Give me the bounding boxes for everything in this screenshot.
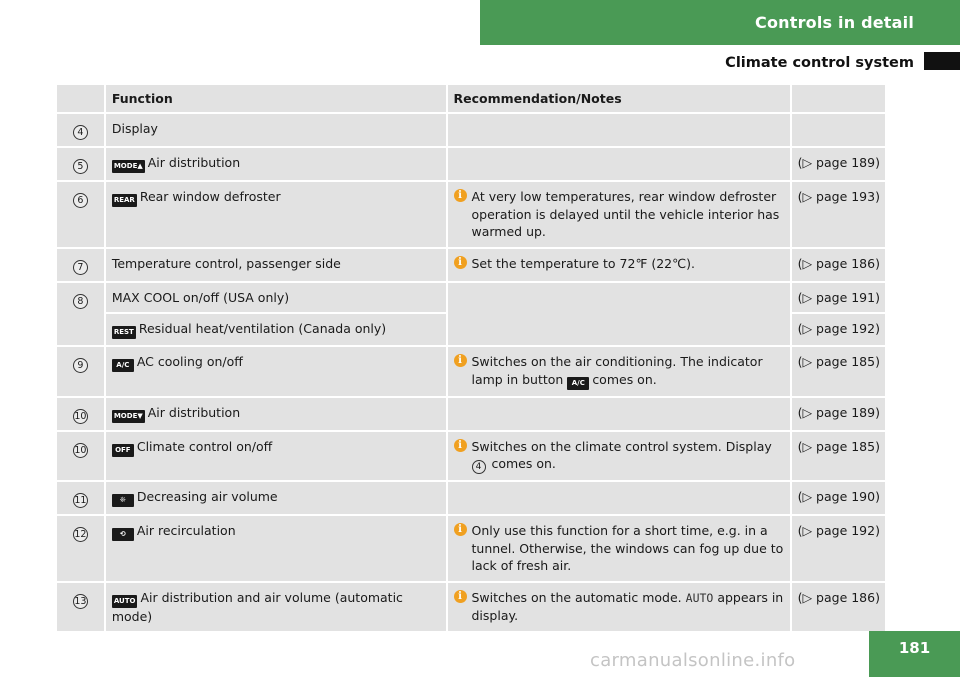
note-text: [472, 438, 772, 475]
row-function: [106, 398, 446, 430]
page-ref: (▷ page 185): [797, 438, 880, 454]
row-note: [448, 482, 790, 514]
function-label: Residual heat/ventilation (Canada only): [138, 321, 387, 336]
note-text: At very low temperatures, rear window defroster operation is delayed until the vehicle interior has warmed up.: [471, 189, 780, 239]
row-note: [448, 432, 790, 481]
table-header-row: [57, 85, 885, 112]
note-text-part: Switches on the air conditioning. The indicator lamp in button: [471, 354, 763, 387]
row-function: [106, 314, 446, 345]
table-row: [57, 432, 885, 481]
function-label: Air distribution and air volume (automatic mode): [111, 589, 403, 624]
table-row: [57, 283, 885, 313]
function-label: Air recirculation: [136, 523, 236, 538]
row-note: [448, 114, 790, 146]
page-number: 181: [869, 631, 960, 677]
rear-defrost-button-icon: REAR: [112, 194, 137, 207]
subsection-title: Climate control system: [725, 55, 914, 71]
function-label: Display: [111, 121, 158, 136]
ac-button-icon: A/C: [112, 359, 134, 372]
row-number: [57, 516, 104, 581]
number-circle: 7: [73, 260, 88, 275]
row-function: [106, 482, 446, 514]
row-note: [448, 398, 790, 430]
page-ref: (▷ page 193): [797, 189, 880, 204]
row-number: [57, 283, 104, 346]
row-ref: [792, 114, 885, 146]
info-icon: i: [454, 256, 467, 269]
section-title: Controls in detail: [755, 13, 914, 32]
row-ref: [792, 583, 885, 632]
note-text: Only use this function for a short time, e.g. in a tunnel. Otherwise, the windows can fog up due to lack of fresh air.: [471, 523, 784, 573]
row-ref: [792, 347, 885, 396]
note-text-part: appears in display.: [471, 589, 784, 623]
number-circle: 13: [74, 595, 87, 607]
function-label: Rear window defroster: [139, 189, 281, 204]
recirculation-button-icon: ⟲: [112, 528, 134, 541]
number-circle: 4: [73, 125, 88, 140]
row-note: [448, 347, 790, 396]
table-row: [57, 583, 885, 632]
row-function: [106, 583, 446, 632]
row-ref: [792, 516, 885, 581]
row-function: [106, 432, 446, 481]
table-row: [57, 148, 885, 180]
auto-button-icon: AUTO: [112, 595, 138, 608]
function-label: Air distribution: [147, 404, 241, 420]
table-row: [57, 516, 885, 581]
page-ref: (▷ page 192): [797, 321, 880, 336]
ac-button-icon: A/C: [567, 377, 589, 390]
row-number: [57, 249, 104, 281]
number-circle: 10: [74, 410, 87, 422]
row-number: [57, 583, 104, 632]
number-circle: 9: [73, 358, 88, 373]
row-ref: [792, 283, 885, 313]
note-text-part: Switches on the automatic mode.: [471, 589, 682, 605]
mode-down-button-icon: MODE▼: [112, 410, 145, 423]
row-number: [57, 148, 104, 180]
row-number: [57, 482, 104, 514]
function-label: MAX COOL on/off (USA only): [111, 289, 290, 305]
row-function: [106, 516, 446, 581]
section-tab: [480, 0, 960, 45]
watermark: carmanualsonline.info: [590, 650, 796, 671]
row-number: [57, 182, 104, 247]
function-label: Air distribution: [147, 155, 241, 170]
page-ref: (▷ page 190): [797, 489, 880, 504]
header-function: Function: [106, 85, 446, 112]
fan-down-button-icon: ❊: [112, 494, 134, 507]
row-function: [106, 283, 446, 313]
row-number: [57, 398, 104, 430]
row-number: [57, 347, 104, 396]
number-circle: 12: [74, 529, 87, 540]
table-row: [57, 482, 885, 514]
table-row: [57, 114, 885, 146]
row-function: [106, 148, 446, 180]
function-label: AC cooling on/off: [136, 354, 243, 369]
row-number: [57, 114, 104, 146]
row-ref: [792, 148, 885, 180]
display-auto-text: AUTO: [685, 590, 714, 605]
row-function: [106, 347, 446, 396]
row-function: [106, 182, 446, 247]
page-ref: (▷ page 185): [797, 354, 880, 369]
off-button-icon: OFF: [112, 444, 134, 457]
row-ref: [792, 482, 885, 514]
number-circle: 8: [73, 294, 88, 309]
rest-button-icon: REST: [112, 326, 136, 339]
number-circle: 11: [74, 495, 87, 506]
table-row: [57, 347, 885, 396]
note-text-part: comes on.: [592, 371, 657, 387]
page-ref: (▷ page 189): [797, 155, 880, 170]
number-circle: 10: [74, 444, 87, 456]
note-text: [472, 589, 785, 625]
row-ref: [792, 249, 885, 281]
row-number: [57, 432, 104, 481]
page-ref: (▷ page 186): [797, 589, 880, 605]
page-ref: (▷ page 189): [797, 404, 880, 420]
header-blank: [792, 85, 885, 112]
row-ref: [792, 432, 885, 481]
table-row: [57, 249, 885, 281]
row-ref: [792, 182, 885, 247]
note-text: Set the temperature to 72℉ (22℃).: [471, 255, 695, 271]
row-function: [106, 249, 446, 281]
row-note: [448, 583, 790, 632]
row-note: [448, 283, 790, 346]
mode-up-button-icon: MODE▲: [112, 160, 145, 173]
function-label: Temperature control, passenger side: [111, 255, 341, 271]
header-blank: [57, 85, 104, 112]
note-text-part: comes on.: [491, 456, 556, 471]
display-number-chip: 4: [472, 460, 486, 474]
note-text: [472, 353, 785, 390]
row-ref: [792, 398, 885, 430]
row-function: [106, 114, 446, 146]
row-ref: [792, 314, 885, 345]
page-ref: (▷ page 192): [797, 523, 880, 538]
table-row: [57, 182, 885, 247]
info-icon: i: [454, 590, 467, 603]
row-note: [448, 249, 790, 281]
thumb-marker: [924, 52, 960, 70]
info-icon: i: [454, 523, 467, 536]
page-ref: (▷ page 186): [797, 255, 880, 271]
row-note: [448, 182, 790, 247]
note-text-part: Switches on the climate control system. Display: [471, 438, 772, 454]
number-circle: 6: [73, 193, 88, 208]
info-icon: i: [454, 439, 467, 452]
function-label: Decreasing air volume: [136, 489, 278, 504]
info-icon: i: [454, 354, 467, 367]
number-circle: 5: [73, 159, 88, 174]
row-note: [448, 516, 790, 581]
row-note: [448, 148, 790, 180]
function-label: Climate control on/off: [136, 438, 273, 454]
header-notes: Recommendation/Notes: [448, 85, 790, 112]
info-icon: i: [454, 189, 467, 202]
table-row: [57, 398, 885, 430]
page-ref: (▷ page 191): [797, 289, 880, 305]
function-table: [55, 83, 887, 633]
